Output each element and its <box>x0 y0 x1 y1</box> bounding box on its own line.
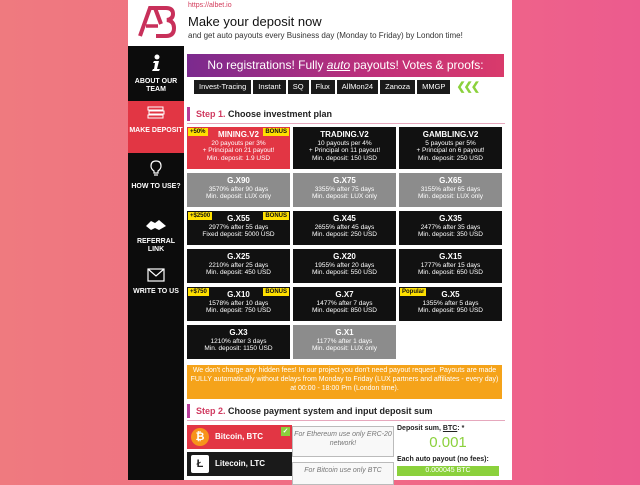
logo-mark-icon <box>128 0 184 46</box>
plan-gx45[interactable] <box>293 211 396 245</box>
plan-line2: Min. deposit: 1150 USD <box>204 345 273 352</box>
page-title: Make your deposit now <box>188 14 322 29</box>
plan-line2: Min. deposit: LUX only <box>417 193 484 200</box>
banner-text-post: payouts! Votes & proofs: <box>350 58 484 72</box>
tag-sq[interactable]: SQ <box>288 80 309 94</box>
plan-gx55[interactable] <box>187 211 290 245</box>
plan-line1: 1177% after 1 days <box>316 337 373 345</box>
plan-gx20[interactable] <box>293 249 396 283</box>
tag-invest-tracing[interactable]: Invest-Tracing <box>194 80 251 94</box>
bitcoin-icon: ₿ <box>191 428 209 446</box>
plan-gx5[interactable] <box>399 287 502 321</box>
page-subtitle: and get auto payouts every Business day (Monday to Friday) by London time! <box>188 31 463 40</box>
plan-name: G.X1 <box>335 328 354 337</box>
litecoin-icon: Ł <box>191 455 209 473</box>
nav-referral-link[interactable] <box>128 210 184 262</box>
plan-gx1[interactable] <box>293 325 396 359</box>
nav-make-deposit-label: MAKE DEPOSIT <box>129 127 183 134</box>
plan-name: G.X20 <box>333 252 356 261</box>
plan-line2: Min. deposit: 950 USD <box>417 307 484 314</box>
bitcoin-note: For Bitcoin use only BTC <box>292 462 394 485</box>
tag-flux[interactable]: Flux <box>311 80 335 94</box>
tag-allmon24[interactable]: AllMon24 <box>337 80 378 94</box>
payment-label: Litecoin, LTC <box>215 459 266 468</box>
plan-badge-bonus: BONUS <box>265 289 287 295</box>
plan-gx3[interactable] <box>187 325 290 359</box>
plan-line2: Min. deposit: 350 USD <box>417 231 484 238</box>
plan-line1: 2655% after 45 days <box>314 223 375 231</box>
nav-write-to-us-label: WRITE TO US <box>133 288 179 295</box>
ethereum-note: For Ethereum use only ERC-20 network! <box>292 426 394 457</box>
nav-about-label: ABOUT OUR TEAM <box>134 78 178 93</box>
plan-gx75[interactable] <box>293 173 396 207</box>
deposit-sum-label-pre: Deposit sum, <box>397 425 443 432</box>
plan-line1: 20 payouts per 3% <box>211 139 266 147</box>
plan-name: G.X65 <box>439 176 462 185</box>
money-stack-icon <box>147 105 165 121</box>
plan-gx25[interactable] <box>187 249 290 283</box>
deposit-sum-label <box>397 425 464 432</box>
plan-name: G.X25 <box>227 252 250 261</box>
plan-line1: 10 payouts per 4% <box>317 139 372 147</box>
plan-line3: Min. deposit: 1.9 USD <box>206 154 271 162</box>
tag-zanoza[interactable]: Zanoza <box>380 80 415 94</box>
plan-badge-bonus: BONUS <box>265 129 287 135</box>
auto-payout-value: 0.000045 BTC <box>397 466 499 476</box>
plan-line1: 3570% after 90 days <box>208 185 269 193</box>
plan-line2: Min. deposit: 750 USD <box>205 307 272 314</box>
nav-write-to-us[interactable] <box>128 264 184 316</box>
plan-badge-left: +50% <box>190 129 206 135</box>
plan-line2: + Principal on 6 payout! <box>416 147 485 154</box>
plan-line1: 2210% after 25 days <box>208 261 269 269</box>
deposit-amount-input[interactable]: 0.001 <box>429 434 467 451</box>
plan-line3: Min. deposit: 150 USD <box>311 154 378 162</box>
banner-text-emph: auto <box>326 58 351 72</box>
plan-name: G.X7 <box>335 290 354 299</box>
plan-gx35[interactable] <box>399 211 502 245</box>
lightbulb-icon <box>148 159 164 177</box>
plan-name: G.X3 <box>229 328 248 337</box>
plan-name: G.X15 <box>439 252 462 261</box>
plan-line1: 1210% after 3 days <box>210 337 267 345</box>
logo[interactable] <box>128 0 184 46</box>
plan-gx15[interactable] <box>399 249 502 283</box>
plan-line1: 5 payouts per 5% <box>425 139 476 147</box>
deposit-sum-label-post: : * <box>457 425 465 432</box>
plan-line2: Min. deposit: LUX only <box>311 193 378 200</box>
plan-name: GAMBLING.V2 <box>422 130 479 139</box>
plan-line2: Fixed deposit: 5000 USD <box>202 231 275 238</box>
plan-line1: 1477% after 7 days <box>316 299 373 307</box>
nav-make-deposit[interactable] <box>128 101 184 153</box>
plan-line2: + Principal on 21 payout! <box>202 147 275 154</box>
check-icon: ✓ <box>282 428 289 435</box>
plan-name: TRADING.V2 <box>320 130 369 139</box>
plan-line2: Min. deposit: 450 USD <box>205 269 272 276</box>
plan-badge-left: +$750 <box>190 289 207 295</box>
plan-line1: 2477% after 35 days <box>420 223 481 231</box>
step2-heading <box>187 404 512 418</box>
plan-line1: 1578% after 10 days <box>208 299 269 307</box>
envelope-icon <box>147 268 165 282</box>
main-content <box>184 0 512 480</box>
plan-badge-left: +$2500 <box>190 213 211 219</box>
step1-heading <box>187 107 512 121</box>
plan-gambling-v2[interactable] <box>399 127 502 169</box>
plan-name: G.X5 <box>441 290 460 299</box>
plan-line2: Min. deposit: 250 USD <box>311 231 378 238</box>
step2-divider <box>187 420 505 421</box>
plan-gx90[interactable] <box>187 173 290 207</box>
tag-mmgp[interactable]: MMGP <box>417 80 450 94</box>
step1-number: Step 1. <box>196 109 226 119</box>
plan-line1: 1355% after 5 days <box>422 299 479 307</box>
plan-line2: Min. deposit: 850 USD <box>311 307 378 314</box>
nav-about[interactable] <box>128 48 184 100</box>
step1-divider <box>187 123 505 124</box>
plan-line2: Min. deposit: 650 USD <box>417 269 484 276</box>
nav-how-to-use-label: HOW TO USE? <box>131 183 181 190</box>
plan-mining-v2[interactable] <box>187 127 290 169</box>
plan-gx65[interactable] <box>399 173 502 207</box>
plan-badge-bonus: BONUS <box>265 213 287 219</box>
step2-number: Step 2. <box>196 406 226 416</box>
nav-referral-link-label: REFERRAL LINK <box>136 238 176 253</box>
plan-name: G.X45 <box>333 214 356 223</box>
plan-line1: 1955% after 20 days <box>314 261 375 269</box>
info-icon <box>149 54 163 72</box>
plan-line3: Min. deposit: 250 USD <box>417 154 484 162</box>
arrows-left-icon: ❮❮❮ <box>456 81 479 93</box>
fees-notice: We don't charge any hidden fees! In our project you don't need payout request. Payouts are made FULLY automatically without delays from Monday to Friday (LUX partners and affiliates - every day) at 00:00 - 18:00 Pm (London time). <box>187 365 502 399</box>
plan-line1: 3155% after 65 days <box>420 185 481 193</box>
payment-bitcoin[interactable] <box>187 425 292 449</box>
auto-payout-label: Each auto payout (no fees): <box>397 456 489 463</box>
payment-label: Bitcoin, BTC <box>215 432 263 441</box>
plan-name: MINING.V2 <box>218 130 259 139</box>
promo-banner <box>187 54 504 77</box>
step1-label: Choose investment plan <box>225 109 333 119</box>
plan-trading-v2[interactable] <box>293 127 396 169</box>
plan-line1: 1777% after 15 days <box>420 261 481 269</box>
deposit-currency: BTC <box>442 425 458 432</box>
plan-badge-popular: Popular <box>402 289 425 295</box>
plan-name: G.X90 <box>227 176 250 185</box>
proof-tags <box>194 80 478 94</box>
plan-line2: + Principal on 11 payout! <box>308 147 381 154</box>
referral-icon <box>145 216 167 232</box>
sidebar <box>128 0 184 480</box>
plan-line2: Min. deposit: LUX only <box>205 193 272 200</box>
site-url[interactable]: https://albet.io <box>188 2 232 9</box>
plan-line1: 3355% after 75 days <box>314 185 375 193</box>
plan-gx10[interactable] <box>187 287 290 321</box>
payment-litecoin[interactable] <box>187 452 292 476</box>
step2-label: Choose payment system and input deposit sum <box>225 406 433 416</box>
nav-how-to-use[interactable] <box>128 155 184 207</box>
banner-text-pre: No registrations! Fully <box>207 58 327 72</box>
plan-name: G.X55 <box>227 214 250 223</box>
plan-line2: Min. deposit: LUX only <box>311 345 378 352</box>
plan-name: G.X35 <box>439 214 462 223</box>
plan-name: G.X75 <box>333 176 356 185</box>
plan-line2: Min. deposit: 550 USD <box>311 269 378 276</box>
plan-name: G.X10 <box>227 290 250 299</box>
plan-gx7[interactable] <box>293 287 396 321</box>
plan-line1: 2977% after 55 days <box>208 223 269 231</box>
tag-instant[interactable]: Instant <box>253 80 286 94</box>
